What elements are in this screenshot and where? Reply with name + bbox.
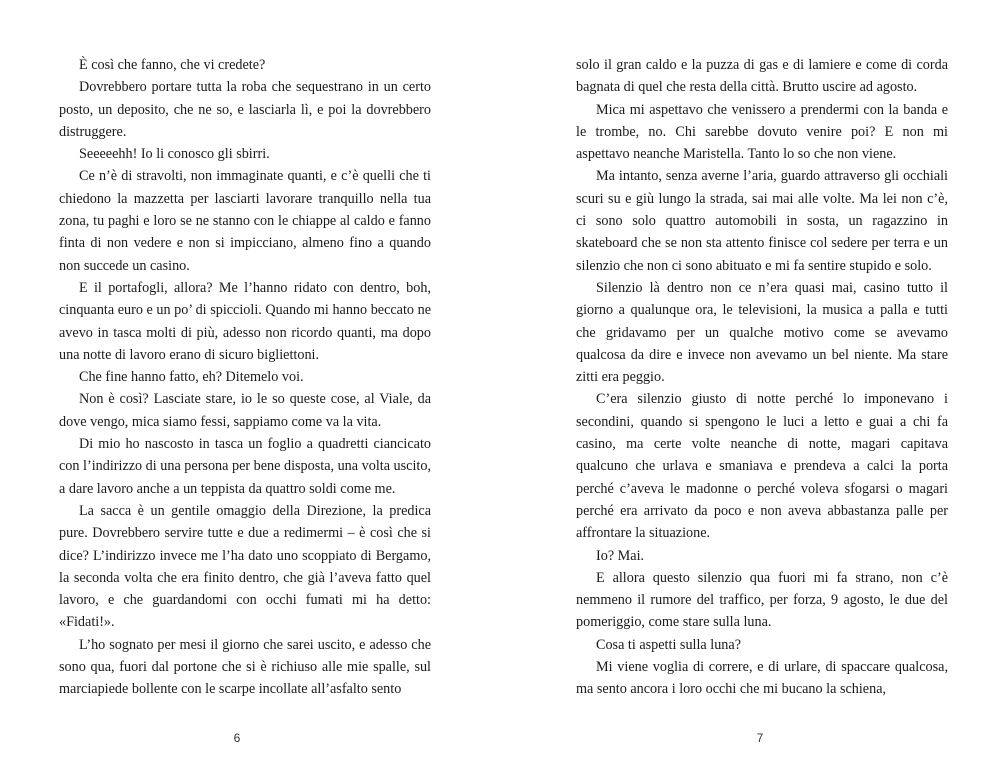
paragraph: Silenzio là dentro non ce n’era quasi mai, casino tutto il giorno a qualunque ora, le televisioni, la musica a palla e tutti che gridavamo per un qualche motivo come se avevamo qualcosa da dire e invece non avevamo un bel niente. Ma stare zitti era peggio. bbox=[576, 279, 948, 386]
paragraph: Ma intanto, senza averne l’aria, guardo attraverso gli occhiali scuri su e giù lungo la strada, sai mai alle volte. Ma lei non c’è, ci sono solo quattro automobili in sosta, un ragazzino in skateboard che se non sta attento finisce col sedere per terra e un silenzio che non ci sono abituato e mi fa sentire stupido e solo. bbox=[576, 168, 948, 274]
paragraph: Non è così? Lasciate stare, io le so queste cose, al Viale, da dove vengo, mica siamo fessi, sappiamo come va la vita. bbox=[59, 391, 431, 430]
paragraph: E il portafogli, allora? Me l’hanno ridato con dentro, boh, cinquanta euro e un po’ di spiccioli. Quando mi hanno beccato ne avevo in tasca molti di più, adesso non ricordo quanti, ma dopo una notte di lavoro erano di sicuro bigliettoni. bbox=[59, 279, 431, 363]
paragraph: È così che fanno, che vi credete? bbox=[79, 57, 266, 73]
continued-paragraph: solo il gran caldo e la puzza di gas e di lamiere e come di corda bagnata di quel che resta della città. Brutto uscire ad agosto. bbox=[576, 57, 948, 96]
right-page bbox=[500, 0, 1000, 781]
paragraph: L’ho sognato per mesi il giorno che sarei uscito, e adesso che sono qua, fuori dal portone che si è richiuso alle mie spalle, sul marciapiede bollente con le scarpe incollate all’asfalto sento bbox=[59, 636, 431, 698]
paragraph: Cosa ti aspetti sulla luna? bbox=[596, 636, 741, 653]
page-number: 6 bbox=[233, 731, 241, 745]
right-page-text bbox=[576, 54, 948, 701]
paragraph: Mi viene voglia di correre, e di urlare, di spaccare qualcosa, ma sento ancora i loro occhi che mi bucano la schiena, bbox=[576, 659, 948, 698]
paragraph: Di mio ho nascosto in tasca un foglio a quadretti ciancicato con l’indirizzo di una persona per bene disposta, una volta uscito, a dare lavoro anche a un teppista da quattro soldi come me. bbox=[59, 436, 431, 497]
paragraph: Dovrebbero portare tutta la roba che sequestrano in un certo posto, un deposito, che ne so, e lasciarla lì, e poi la dovrebbero distruggere. bbox=[59, 79, 431, 140]
paragraph: Seeeeehh! Io li conosco gli sbirri. bbox=[79, 146, 270, 163]
paragraph: C’era silenzio giusto di notte perché lo imponevano i secondini, quando si spengono le luci a letto e guai a chi fa casino, ma certe volte neanche di notte, magari capitava qualcuno che urlava e smaniava e prendeva a calci la porta perché c’aveva le madonne o perché voleva sfogarsi o magari perché era arrivato da poco e non aveva abbastanza palle per affrontare la situazione. bbox=[576, 391, 948, 542]
paragraph: E allora questo silenzio qua fuori mi fa strano, non c’è nemmeno il rumore del traffico, per forza, 9 agosto, le due del pomeriggio, come stare sulla luna. bbox=[576, 569, 948, 631]
paragraph: La sacca è un gentile omaggio della Direzione, la predica pure. Dovrebbero servire tutte e due a redimermi – è così che si dice? L’indirizzo invece me l’ha dato uno scoppiato di Bergamo, la seconda volta che era finito dentro, che già l’aveva fatto quel lavoro, e che guardandomi con occhi fumati mi ha detto: «Fidati!». bbox=[59, 502, 431, 631]
paragraph: Mica mi aspettavo che venissero a prendermi con la banda e le trombe, no. Chi sarebbe dovuto venire poi? E non mi aspettavo neanche Maristella. Tanto lo so che non viene. bbox=[576, 101, 948, 163]
paragraph: Ce n’è di stravolti, non immaginate quanti, e c’è quelli che ti chiedono la mazzetta per lasciarti lavorare tranquillo nella tua zona, tu paghi e loro se ne stanno con le chiappe al caldo e fanno finta di non vedere e non si impicciano, almeno fino a quando non succede un casino. bbox=[59, 168, 431, 274]
paragraph: Che fine hanno fatto, eh? Ditemelo voi. bbox=[79, 369, 304, 386]
paragraph: Io? Mai. bbox=[596, 547, 645, 564]
page-number: 7 bbox=[756, 731, 764, 745]
left-page-text bbox=[59, 54, 431, 701]
